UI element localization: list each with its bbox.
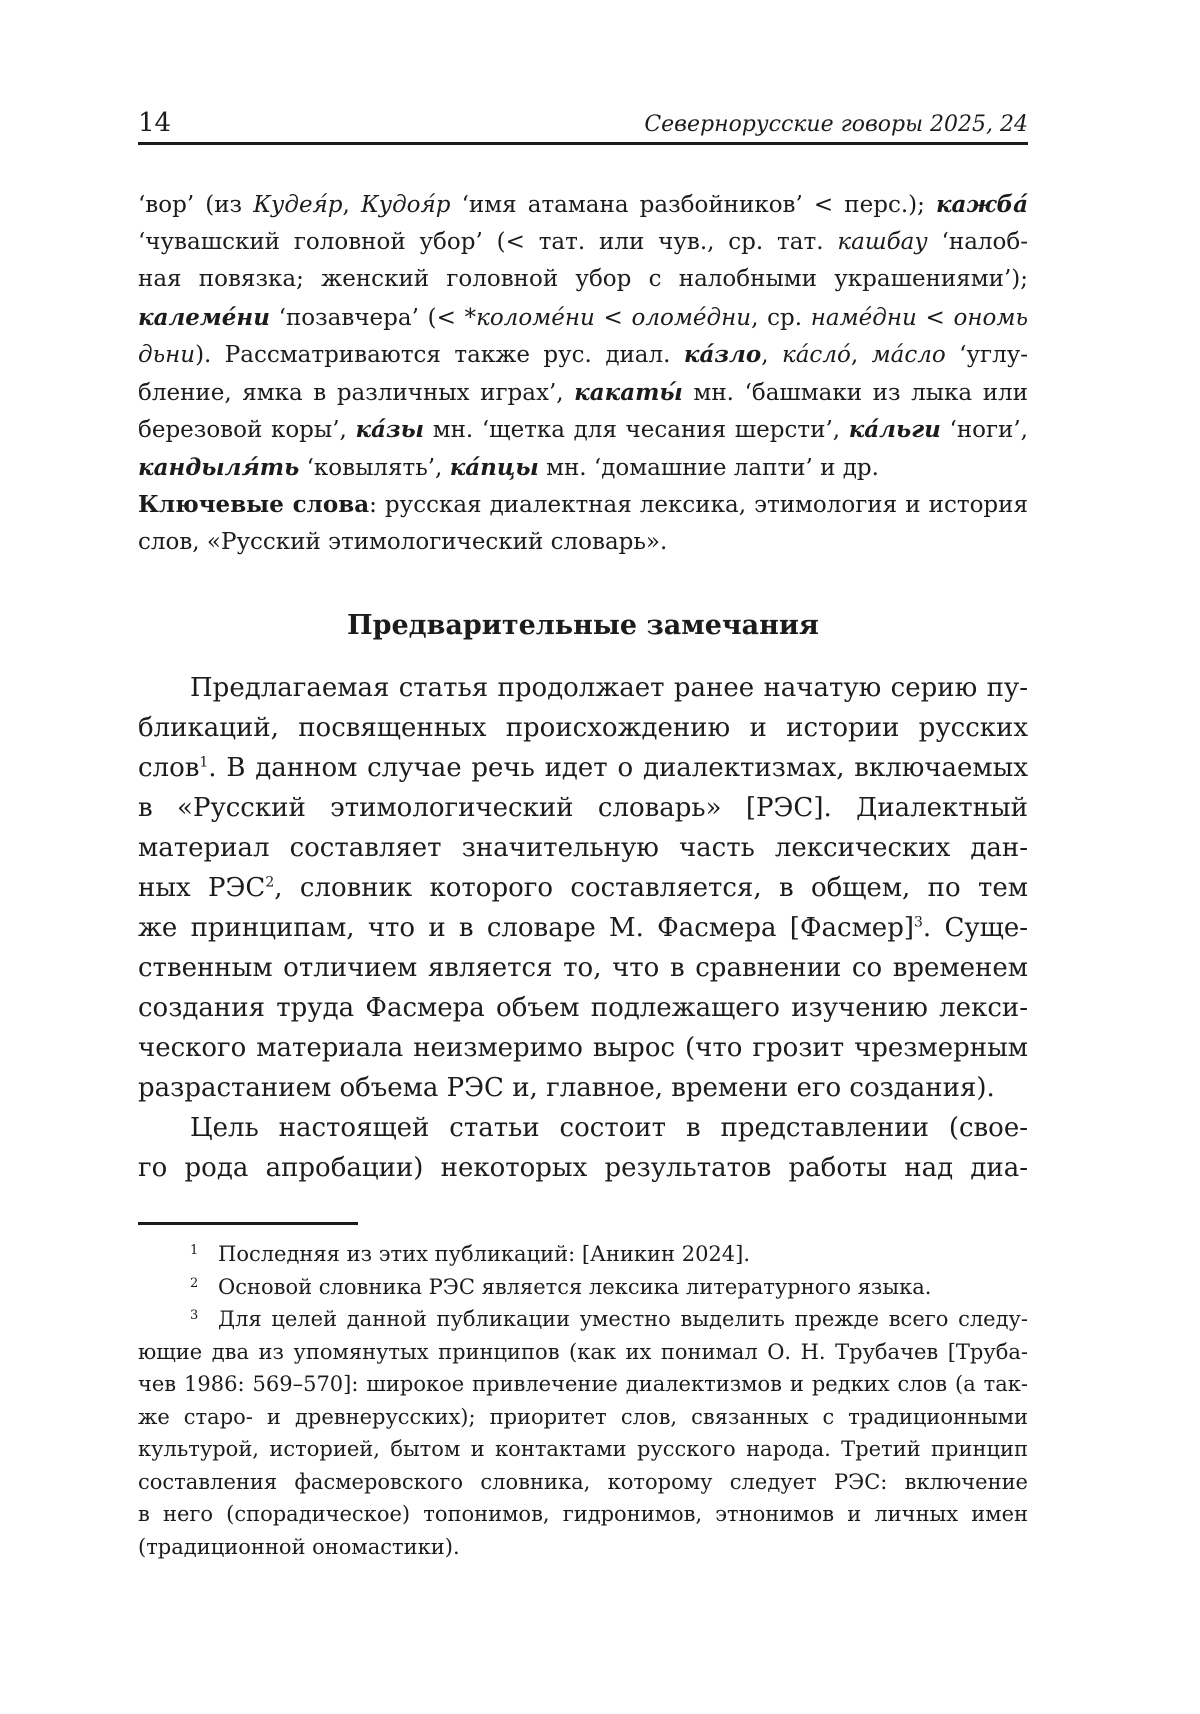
paragraph-line: в «Русский этимологический словарь» [РЭС]. Диалектный [138, 793, 1028, 823]
paragraph-line: ческого материала неизмеримо вырос (что грозит чрезмерным [138, 1033, 1028, 1063]
page-number: 14 [138, 108, 172, 138]
running-title: Севернорусские говоры 2025, 24 [644, 112, 1028, 137]
paragraph-line: материал составляет значительную часть лексических дан- [138, 833, 1028, 863]
paragraph-line: Предлагаемая статья продолжает ранее начатую серию пу- [190, 673, 1028, 703]
abstract-line: бление, ямка в различных играх’, какаты́ мн. ‘башмаки из лыка или [138, 378, 1028, 406]
footnote-2: 2 Основой словника РЭС является лексика литературного языка. [138, 1271, 1028, 1304]
footnote-3-line: чев 1986: 569–570]: широкое привлечение диалектизмов и редких слов (а так- [138, 1372, 1028, 1396]
footnote-3-line: культурой, историей, бытом и контактами русского народа. Третий принцип [138, 1437, 1028, 1461]
footnotes [138, 1238, 1028, 1563]
body-text [138, 668, 1028, 1188]
abstract-line: калеме́ни ‘позавчера’ (< *коломе́ни < оломе́дни, ср. наме́дни < ономь [138, 303, 1028, 331]
abstract-line: ная повязка; женский головной убор с налобными украшениями’); [138, 266, 1028, 292]
page-header [138, 108, 1028, 144]
abstract-line: кандыля́ть ‘ковылять’, ка́пцы мн. ‘домашние лапти’ и др. [138, 453, 879, 481]
section-title: Предварительные замечания [347, 610, 819, 641]
header-rule [138, 142, 1028, 145]
keywords-line: Ключевые слова: русская диалектная лексика, этимология и история [138, 491, 1028, 518]
footnote-3: 3 Для целей данной публикации уместно выделить прежде всего следу- [138, 1303, 1028, 1336]
abstract-line: ‘вор’ (из Кудея́р, Кудоя́р ‘имя атамана разбойников’ < перс.); кажба́ [138, 191, 1028, 218]
abstract [138, 186, 1028, 561]
keywords-label: Ключевые слова [138, 491, 370, 518]
footnote-ref: 1 [199, 754, 209, 771]
paragraph-line: создания труда Фасмера объем подлежащего изучению лекси- [138, 993, 1028, 1023]
footnote-3-line: ющие два из упомянутых принципов (как их понимал О. Н. Трубачев [Труба- [138, 1339, 1028, 1364]
paragraph-line: бликаций, посвященных происхождению и истории русских [138, 713, 1028, 743]
footnote-3-line: же старо- и древнерусских); приоритет слов, связанных с традиционными [138, 1404, 1028, 1429]
paragraph-line: разрастанием объема РЭС и, главное, времени его создания). [138, 1073, 995, 1103]
paragraph-line: же принципам, что и в словаре М. Фасмера [Фасмер]$^3$. Суще- [138, 913, 1028, 943]
paragraph-line: слов$^1$. В данном случае речь идет о диалектизмах, включаемых [138, 753, 1028, 783]
footnote-rule [138, 1222, 358, 1225]
abstract-line: березовой коры’, ка́зы мн. ‘щетка для чесания шерсти’, ка́льги ‘ноги’, [138, 416, 1028, 443]
paragraph-line: го рода апробации) некоторых результатов работы над диа- [138, 1153, 1028, 1183]
paragraph-line: Цель настоящей статьи состоит в представлении (свое- [190, 1113, 1028, 1143]
paragraph-line: ственным отличием является то, что в сравнении со временем [138, 953, 1028, 983]
abstract-line: дьни). Рассматриваются также рус. диал. ка́зло, ка́сло́, ма́сло ‘углу- [138, 341, 1028, 368]
abstract-line: ‘чувашский головной убор’ (< тат. или чув., ср. тат. кашбау ‘налоб- [138, 228, 1028, 255]
footnote-1: 1 Последняя из этих публикаций: [Аникин 2024]. [138, 1238, 1028, 1271]
footnote-3-line: в него (спорадическое) топонимов, гидронимов, этнонимов и личных имен [138, 1502, 1028, 1526]
footnote-3-line: составления фасмеровского словника, которому следует РЭС: включение [138, 1469, 1028, 1494]
footnote-mark: 2 [190, 1275, 199, 1291]
footnote-mark: 1 [190, 1243, 199, 1258]
footnote-mark: 3 [190, 1308, 199, 1323]
footnote-ref: 2 [265, 874, 275, 891]
footnote-ref: 3 [914, 914, 923, 931]
paragraph-line: ных РЭС$^2$, словник которого составляется, в общем, по тем [138, 873, 1028, 903]
footnote-3-line: (традиционной ономастики). [138, 1534, 460, 1559]
keywords-line: слов, «Русский этимологический словарь». [138, 528, 668, 555]
